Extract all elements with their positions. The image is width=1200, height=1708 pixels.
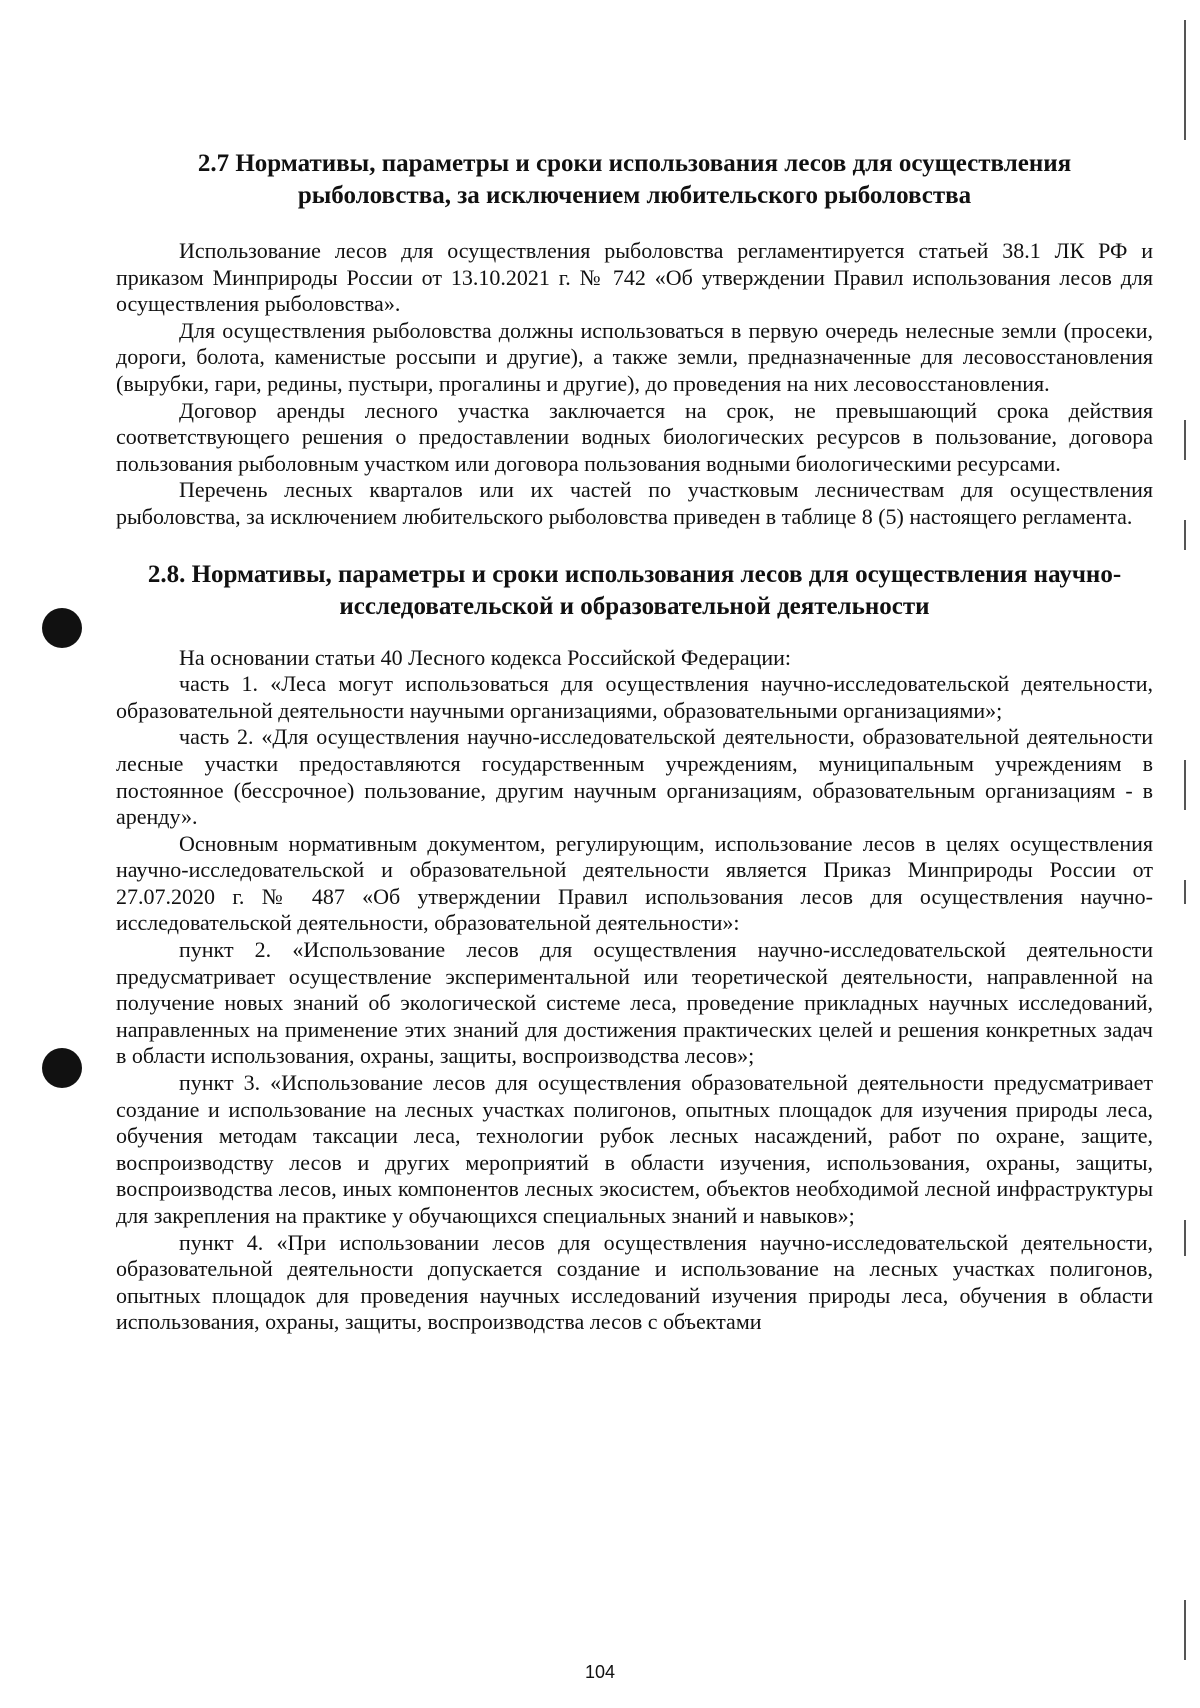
scan-margin-artifacts (1178, 0, 1192, 1708)
paragraph: пункт 2. «Использование лесов для осуществления научно-исследовательской деятельности предусматривает осуществление экспериментальной или теоретической деятельности, направленной на получение новых знаний об экологической системе леса, проведение прикладных научных исследований, направленных на применение этих знаний для достижения практических целей и решения конкретных задач в области использования, охраны, защиты, воспроизводства лесов»; (116, 937, 1153, 1069)
paragraph: Для осуществления рыболовства должны использоваться в первую очередь нелесные земли (просеки, дороги, болота, каменистые россыпи и другие), а также земли, предназначенные для лесовосстановления (вырубки, гари, редины, пустыри, прогалины и другие), до проведения на них лесовосстановления. (116, 317, 1153, 396)
page-number: 104 (584, 1662, 616, 1682)
section-heading-2-7: 2.7 Нормативы, параметры и сроки использования лесов для осуществления рыболовства, за исключением любительского рыболовства (197, 150, 1072, 209)
paragraph: Договор аренды лесного участка заключается на срок, не превышающий срока действия соответствующего решения о предоставлении водных биологических ресурсов в пользование, договора пользования рыболовным участком или договора пользования водными биологическими ресурсами. (116, 397, 1153, 476)
paragraph: Перечень лесных кварталов или их частей по участковым лесничествам для осуществления рыболовства, за исключением любительского рыболовства приведен в таблице 8 (5) настоящего регламента. (116, 477, 1153, 529)
punch-hole-mark (42, 1048, 82, 1088)
paragraph: пункт 4. «При использовании лесов для осуществления научно-исследовательской деятельности, образовательной деятельности допускается создание и использование на лесных участках полигонов, опытных площадок для проведения научных исследований изучения природы леса, обучения в области использования, охраны, защиты, воспроизводства лесов с объектами (116, 1229, 1153, 1335)
paragraph: На основании статьи 40 Лесного кодекса Российской Федерации: (179, 644, 792, 670)
document-page (116, 148, 1153, 1336)
punch-hole-mark (42, 608, 82, 648)
section-heading-2-8: 2.8. Нормативы, параметры и сроки использования лесов для осуществления научно-исследовательской и образовательной деятельности (147, 560, 1122, 620)
paragraph: часть 1. «Леса могут использоваться для осуществления научно-исследовательской деятельности, образовательной деятельности научными организациями, образовательными организациями»; (116, 671, 1153, 723)
paragraph: пункт 3. «Использование лесов для осуществления образовательной деятельности предусматривает создание и использование на лесных участках полигонов, опытных площадок для изучения природы леса, обучения методам таксации леса, технологии рубок лесных насаждений, работ по охране, защите, воспроизводству лесов и других мероприятий в области изучения, использования, охраны, защиты, воспроизводства лесов, иных компонентов лесных экосистем, объектов необходимой лесной инфраструктуры для закрепления на практике у обучающихся специальных знаний и навыков»; (116, 1070, 1153, 1228)
paragraph: часть 2. «Для осуществления научно-исследовательской деятельности, образовательной деятельности лесные участки предоставляются государственным учреждениям, муниципальным учреждениям в постоянное (бессрочное) пользование, другим научным организациям, образовательным организациям - в аренду». (116, 724, 1153, 830)
paragraph: Основным нормативным документом, регулирующим, использование лесов в целях осуществления научно-исследовательской и образовательной деятельности является Приказ Минприроды России от 27.07.2020 г. № 487 «Об утверждении Правил использования лесов для осуществления научно-исследовательской деятельности, образовательной деятельности»: (116, 830, 1153, 936)
paragraph: Использование лесов для осуществления рыболовства регламентируется статьей 38.1 ЛК РФ и приказом Минприроды России от 13.10.2021 г. № 742 «Об утверждении Правил использования лесов для осуществления рыболовства». (116, 238, 1153, 317)
